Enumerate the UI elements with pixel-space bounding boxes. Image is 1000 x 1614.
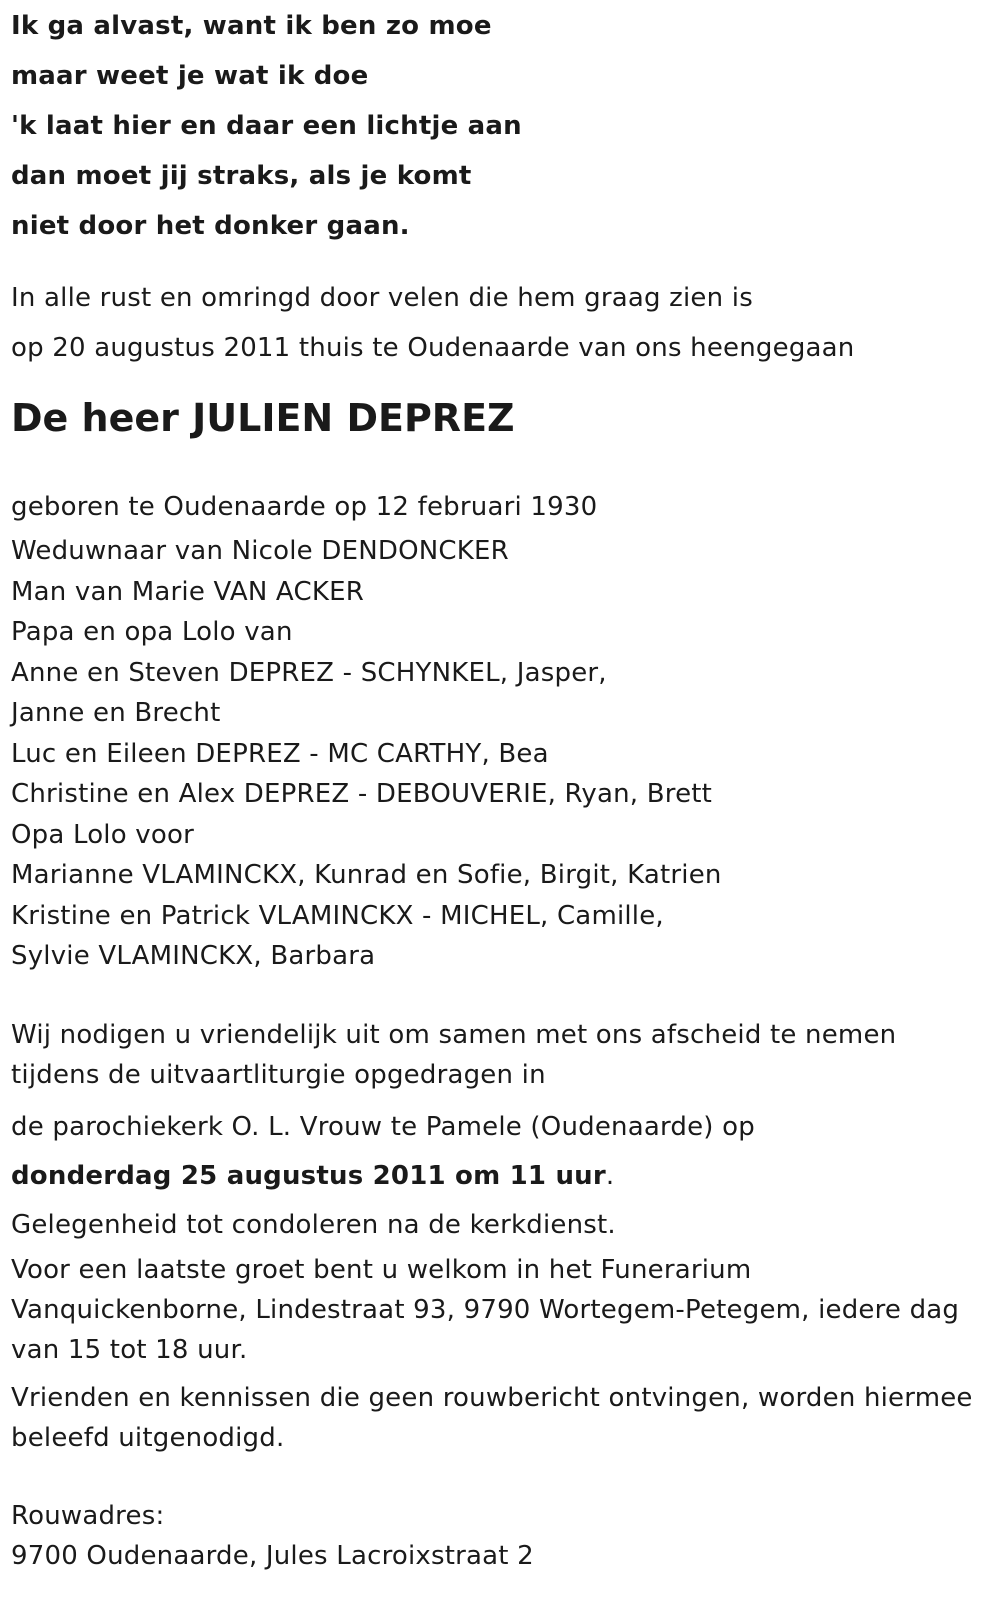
family-line: Sylvie VLAMINCKX, Barbara [11,941,376,971]
family-line: Opa Lolo voor [11,819,194,850]
invitation-line: tijdens de uitvaartliturgie opgedragen in [11,1059,546,1090]
family-line: Janne en Brecht [11,698,221,728]
intro-text [11,273,991,373]
intro-line: op 20 augustus 2011 thuis te Oudenaarde van ons heengegaan [11,333,855,363]
family-line: Kristine en Patrick VLAMINCKX - MICHEL, Camille, [11,900,664,931]
poem-line: dan moet jij straks, als je komt [11,161,472,191]
friends-line: Vrienden en kennissen die geen rouwbericht ontvingen, worden hiermee [11,1382,973,1413]
birth-line: geboren te Oudenaarde op 12 februari 1930 [11,492,598,522]
visitation-line: Vanquickenborne, Lindestraat 93, 9790 Wortegem-Petegem, iedere dag [11,1294,960,1325]
poem-line: 'k laat hier en daar een lichtje aan [11,111,522,141]
service-date: donderdag 25 augustus 2011 om 11 uur [11,1160,606,1191]
poem-line: Ik ga alvast, want ik ben zo moe [11,11,492,41]
mourning-address [11,1496,991,1576]
deceased-name: De heer JULIEN DEPREZ [11,396,515,440]
visitation-line: van 15 tot 18 uur. [11,1334,248,1365]
birth-info [11,483,991,531]
family-line: Man van Marie VAN ACKER [11,576,364,607]
service-date-line [11,1152,991,1201]
poem-line: niet door het donker gaan. [11,211,410,241]
poem-line: maar weet je wat ik doe [11,61,369,91]
visitation-line: Voor een laatste groet bent u welkom in het Funerarium [11,1254,752,1285]
family-line: Weduwnaar van Nicole DENDONCKER [11,536,509,566]
friends-line: beleefd uitgenodigd. [11,1422,285,1453]
invitation-line: Wij nodigen u vriendelijk uit om samen met ons afscheid te nemen [11,1019,897,1050]
funeral-invitation [11,1015,991,1458]
family-line: Christine en Alex DEPREZ - DEBOUVERIE, Ryan, Brett [11,779,713,809]
church-line: de parochiekerk O. L. Vrouw te Pamele (Oudenaarde) op [11,1111,755,1142]
service-date-suffix: . [605,1160,615,1191]
family-line: Anne en Steven DEPREZ - SCHYNKEL, Jasper, [11,657,607,688]
address-value: 9700 Oudenaarde, Jules Lacroixstraat 2 [11,1540,534,1571]
address-label: Rouwadres: [11,1500,165,1531]
family-line: Luc en Eileen DEPREZ - MC CARTHY, Bea [11,738,549,769]
condolence-line: Gelegenheid tot condoleren na de kerkdienst. [11,1209,616,1240]
intro-line: In alle rust en omringd door velen die hem graag zien is [11,283,753,313]
obituary-content [11,0,991,1576]
family-line: Papa en opa Lolo van [11,617,293,647]
poem [11,1,991,251]
family-list [11,531,991,977]
family-line: Marianne VLAMINCKX, Kunrad en Sofie, Birgit, Katrien [11,860,722,890]
